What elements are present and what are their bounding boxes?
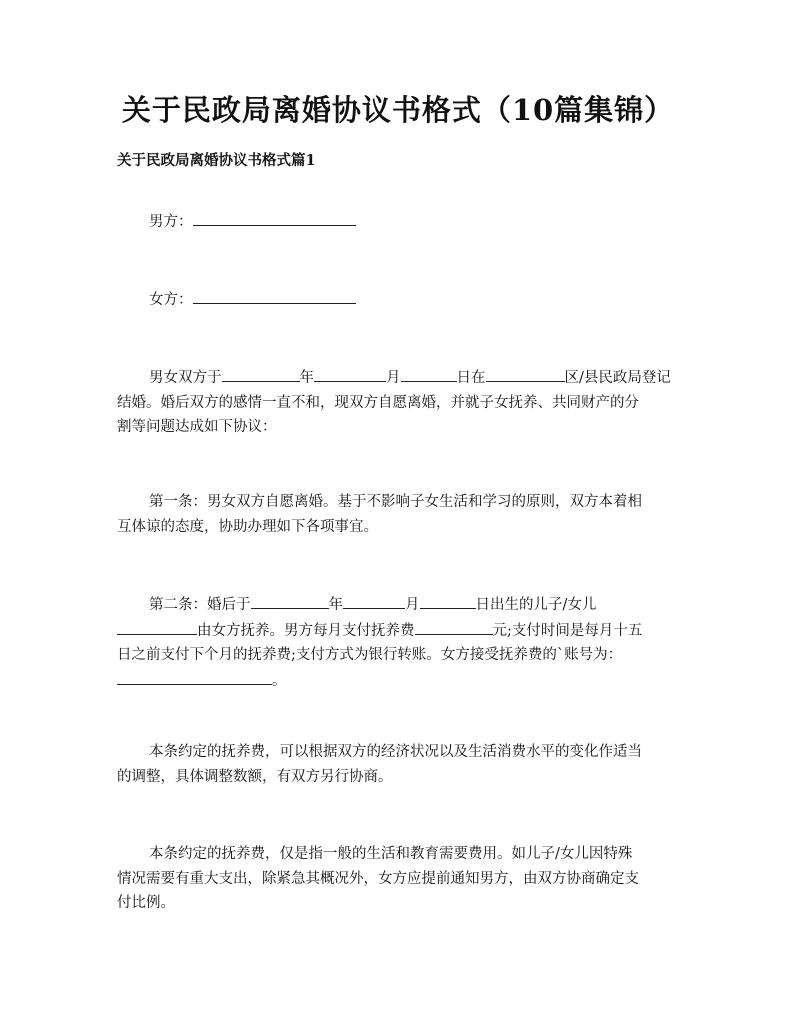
intro-text: 月 (386, 370, 401, 386)
paragraph-line: 的调整，具体调整数额，有双方另行协商。 (117, 768, 393, 785)
article-2-text: 。 (272, 672, 287, 689)
paragraph-line: 付比例。 (117, 895, 175, 911)
article-2-text: 日出生的儿子/女儿 (475, 597, 597, 613)
document-title: 关于民政局离婚协议书格式（10篇集锦） (121, 93, 675, 127)
article-2-line: 日之前支付下个月的抚养费;支付方式为银行转账。女方接受抚养费的`账号为： (117, 647, 623, 663)
birth-month-blank[interactable] (343, 592, 405, 609)
paragraph-line: 本条约定的抚养费，可以根据双方的经济状况以及生活消费水平的变化作适当 (149, 744, 642, 760)
article-2-text: 年 (328, 597, 343, 613)
intro-paragraph (117, 365, 683, 440)
male-name-blank[interactable] (193, 209, 356, 226)
support-adjustment-paragraph (117, 740, 683, 789)
female-name-blank[interactable] (193, 287, 356, 304)
article-1-line: 第一条：男女双方自愿离婚。基于不影响子女生活和学习的原则，双方本着相 (149, 494, 642, 510)
intro-line: 结婚。婚后双方的感情一直不和，现双方自愿离婚，并就子女抚养、共同财产的分 (117, 394, 639, 411)
article-2-text: 月 (405, 597, 420, 613)
article-2-text: 由女方抚养。男方每月支付抚养费 (197, 622, 415, 639)
article-2-text: 元;支付时间是每月十五 (492, 622, 643, 639)
male-party-line (117, 209, 683, 235)
female-party-line (117, 287, 683, 313)
female-label: 女方： (149, 292, 193, 308)
intro-line: 割等问题达成如下协议： (117, 419, 277, 435)
article-1-paragraph (117, 490, 683, 539)
support-scope-paragraph (117, 842, 683, 916)
birth-year-blank[interactable] (251, 592, 329, 609)
article-2-text: 第二条：婚后于 (149, 597, 251, 613)
support-amount-blank[interactable] (415, 618, 493, 635)
paragraph-line: 情况需要有重大支出，除紧急其概况外，女方应提前通知男方，由双方协商确定支 (117, 870, 639, 887)
account-number-blank[interactable] (117, 668, 272, 685)
district-blank[interactable] (486, 365, 565, 382)
article-2-paragraph (117, 592, 683, 693)
article-1-line: 互体谅的态度，协助办理如下各项事宜。 (117, 518, 378, 535)
marriage-day-blank[interactable] (401, 365, 457, 382)
male-label: 男方： (149, 214, 193, 230)
intro-text: 日在 (456, 370, 486, 386)
child-name-blank[interactable] (117, 618, 197, 635)
intro-text: 区/县民政局登记 (564, 370, 671, 386)
paragraph-line: 本条约定的抚养费，仅是指一般的生活和教育需要费用。如儿子/女儿因特殊 (149, 846, 633, 862)
section-title: 关于民政局离婚协议书格式篇1 (117, 152, 316, 169)
intro-text: 年 (299, 370, 314, 386)
marriage-month-blank[interactable] (314, 365, 386, 382)
marriage-year-blank[interactable] (222, 365, 300, 382)
birth-day-blank[interactable] (420, 592, 476, 609)
intro-text: 男女双方于 (149, 370, 222, 386)
